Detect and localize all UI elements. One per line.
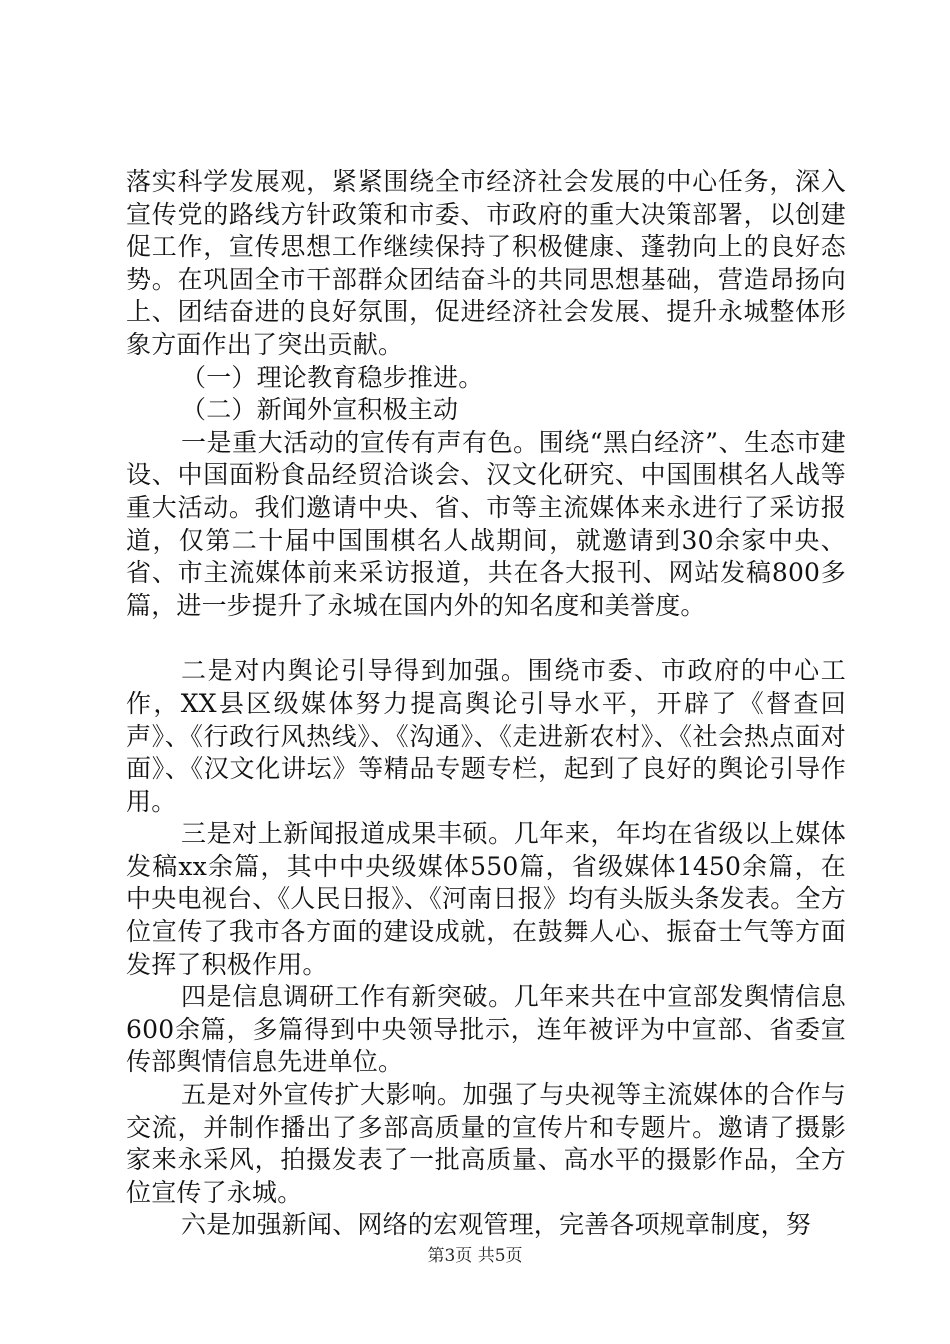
paragraph-major-events: 一是重大活动的宣传有声有色。围绕“黑白经济”、生态市建设、中国面粉食品经贸洽谈会、汉文化研究、中国围棋名人战等重大活动。我们邀请中央、省、市等主流媒体来永进行了采访报道，仅第二十届中国围棋名人战期间，就邀请到30余家中央、省、市主流媒体前来采访报道，共在各大报刊、网站发稿800多篇，进一步提升了永城在国内外的知名度和美誉度。 bbox=[126, 427, 846, 620]
document-body bbox=[126, 166, 846, 1242]
paragraph-information-research: 四是信息调研工作有新突破。几年来共在中宣部发舆情信息600余篇，多篇得到中央领导批示，连年被评为中宣部、省委宣传部舆情信息先进单位。 bbox=[126, 982, 846, 1077]
paragraph-intro: 落实科学发展观，紧紧围绕全市经济社会发展的中心任务，深入宣传党的路线方针政策和市委、市政府的重大决策部署，以创建促工作，宣传思想工作继续保持了积极健康、蓬勃向上的良好态势。在巩固全市干部群众团结奋斗的共同思想基础，营造昂扬向上、团结奋进的良好氛围，促进经济社会发展、提升永城整体形象方面作出了突出贡献。 bbox=[126, 167, 846, 359]
section-heading-theory-education: （一）理论教育稳步推进。 bbox=[181, 362, 484, 392]
paragraph-network-management: 六是加强新闻、网络的宏观管理，完善各项规章制度，努 bbox=[181, 1210, 812, 1240]
page-number-footer: 第3页 共5页 bbox=[427, 1246, 523, 1266]
paragraph-internal-guidance: 二是对内舆论引导得到加强。围绕市委、市政府的中心工作，XX县区级媒体努力提高舆论引导水平，开辟了《督查回声》、《行政行风热线》、《沟通》、《走进新农村》、《社会热点面对面》、《汉文化讲坛》等精品专题专栏，起到了良好的舆论引导作用。 bbox=[126, 656, 846, 816]
paragraph-external-publicity: 五是对外宣传扩大影响。加强了与央视等主流媒体的合作与交流，并制作播出了多部高质量的宣传片和专题片。邀请了摄影家来永采风，拍摄发表了一批高质量、高水平的摄影作品，全方位宣传了永城。 bbox=[126, 1080, 846, 1207]
section-heading-news-publicity: （二）新闻外宣积极主动 bbox=[181, 395, 459, 425]
paragraph-news-reporting: 三是对上新闻报道成果丰硕。几年来，年均在省级以上媒体发稿xx余篇，其中中央级媒体550篇，省级媒体1450余篇，在中央电视台、《人民日报》、《河南日报》均有头版头条发表。全方位宣传了我市各方面的建设成就，在鼓舞人心、振奋士气等方面发挥了积极作用。 bbox=[126, 819, 846, 979]
paragraph-spacer bbox=[126, 622, 846, 655]
